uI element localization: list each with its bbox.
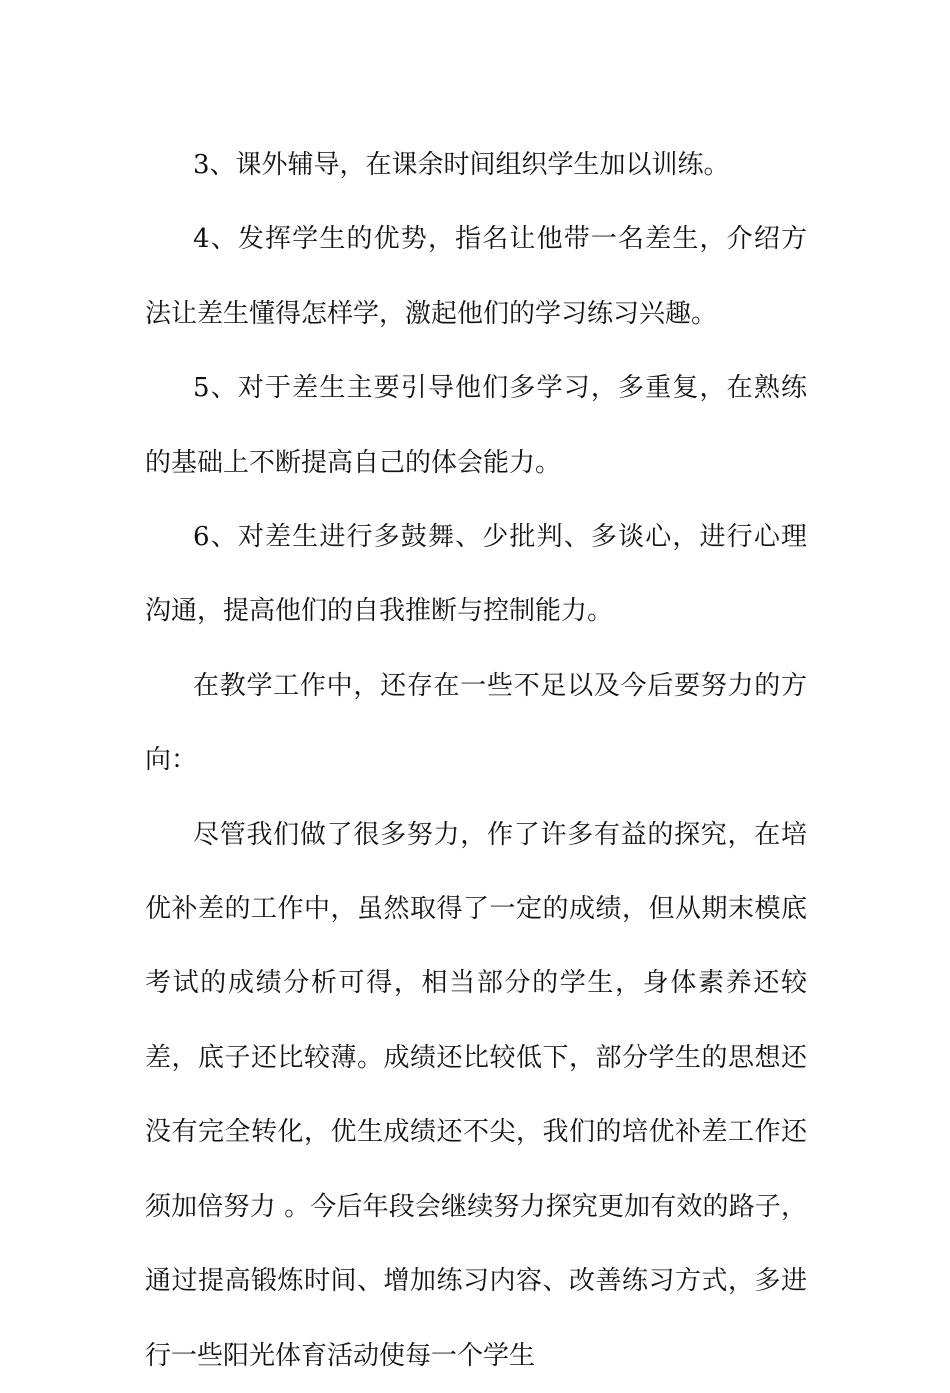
paragraph-item-5: 5、对于差生主要引导他们多学习，多重复，在熟练的基础上不断提高自己的体会能力。 [145, 373, 807, 478]
document-body [145, 128, 807, 1393]
paragraph-item-3: 3、课外辅导，在课余时间组织学生加以训练。 [193, 150, 730, 180]
paragraph-summary: 尽管我们做了很多努力，作了许多有益的探究，在培优补差的工作中，虽然取得了一定的成绩，但从期末模底考试的成绩分析可得，相当部分的学生，身体素养还较差，底子还比较薄。成绩还比较低下，部分学生的思想还没有完全转化，优生成绩还不尖，我们的培优补差工作还须加倍努力 。今后年段会继续努力探究更加有效的路子，通过提高锻炼时间、增加练习内容、改善练习方式，多进行一些阳光体育活动使每一个学生 [145, 819, 807, 1371]
paragraph-shortcomings-intro: 在教学工作中，还存在一些不足以及今后要努力的方向： [145, 670, 807, 776]
paragraph-item-6: 6、对差生进行多鼓舞、少批判、多谈心，进行心理沟通，提高他们的自我推断与控制能力。 [145, 522, 807, 627]
paragraph-item-4: 4、发挥学生的优势，指名让他带一名差生，介绍方法让差生懂得怎样学，激起他们的学习练习兴趣。 [145, 224, 807, 329]
